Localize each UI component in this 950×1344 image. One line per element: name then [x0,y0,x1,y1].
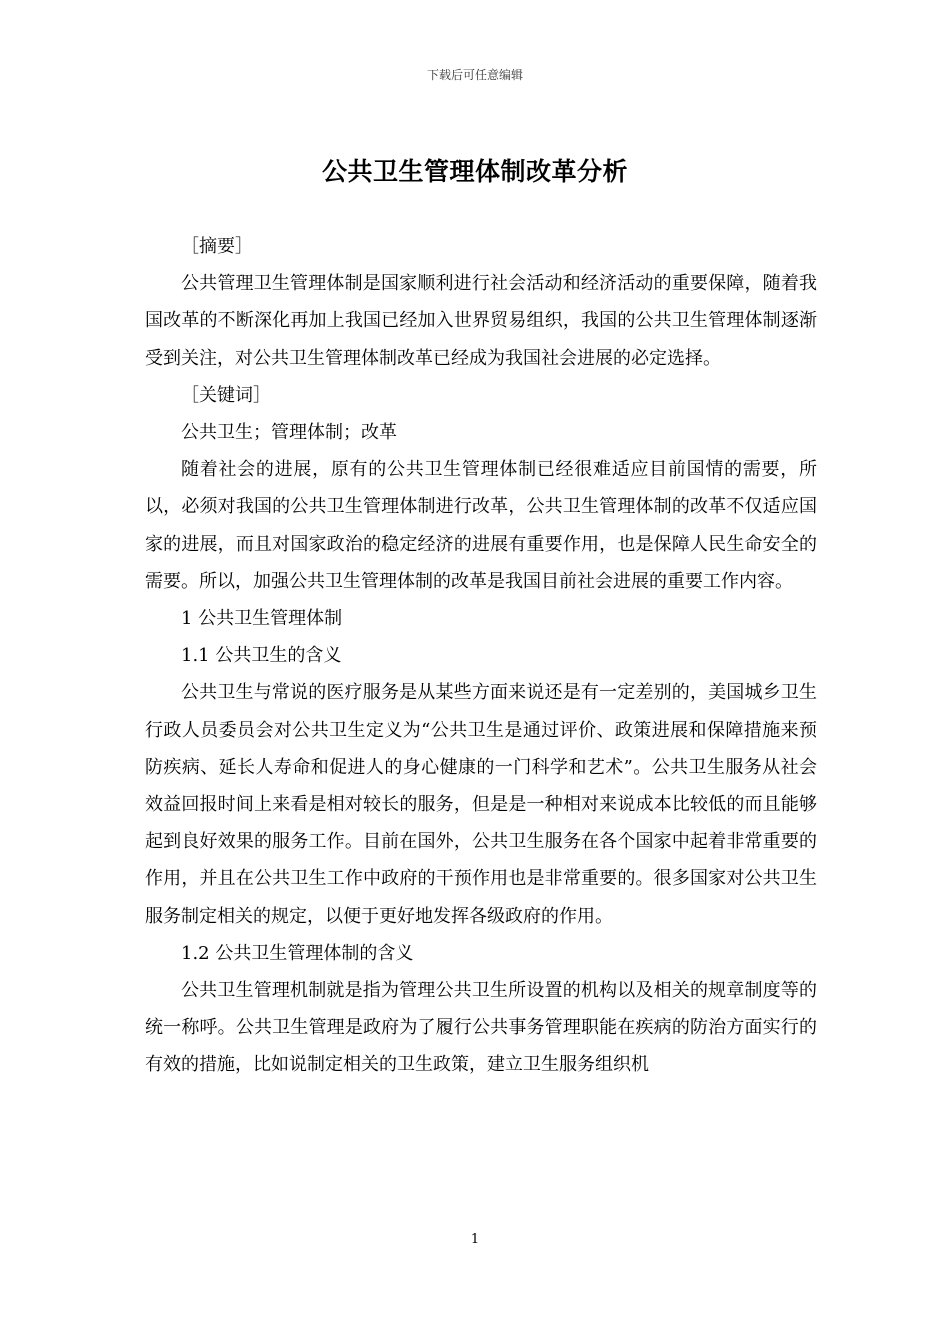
abstract-paragraph: 公共管理卫生管理体制是国家顺利进行社会活动和经济活动的重要保障，随着我国改革的不断深化再加上我国已经加入世界贸易组织，我国的公共卫生管理体制逐渐受到关注，对公共卫生管理体制改革已经成为我国社会进展的必定选择。 [145,273,817,369]
section-heading-1-2: 1.2 公共卫生管理体制的含义 [181,942,414,964]
keywords-text: 公共卫生；管理体制；改革 [181,422,397,444]
keywords-heading: ［关键词］ [181,384,271,406]
section-heading-1: 1 公共卫生管理体制 [181,608,343,630]
document-body [145,228,817,1084]
section-1-2-paragraph: 公共卫生管理机制就是指为管理公共卫生所设置的机构以及相关的规章制度等的统一称呼。公共卫生管理是政府为了履行公共事务管理职能在疾病的防治方面实行的有效的措施，比如说制定相关的卫生政策，建立卫生服务组织机 [145,980,817,1076]
page-number: 1 [470,1232,480,1247]
page-header-note: 下载后可任意编辑 [426,68,523,82]
abstract-heading: ［摘要］ [181,236,253,257]
section-heading-1-1: 1.1 公共卫生的含义 [181,645,342,667]
intro-paragraph: 随着社会的进展，原有的公共卫生管理体制已经很难适应目前国情的需要，所以，必须对我国的公共卫生管理体制进行改革，公共卫生管理体制的改革不仅适应国家的进展，而且对国家政治的稳定经济的进展有重要作用，也是保障人民生命安全的需要。所以，加强公共卫生管理体制的改革是我国目前社会进展的重要工作内容。 [145,459,817,592]
section-1-1-paragraph: 公共卫生与常说的医疗服务是从某些方面来说还是有一定差别的，美国城乡卫生行政人员委员会对公共卫生定义为“公共卫生是通过评价、政策进展和保障措施来预防疾病、延长人寿命和促进人的身心健康的一门科学和艺术”。公共卫生服务从社会效益回报时间上来看是相对较长的服务，但是是一种相对来说成本比较低的而且能够起到良好效果的服务工作。目前在国外，公共卫生服务在各个国家中起着非常重要的作用，并且在公共卫生工作中政府的干预作用也是非常重要的。很多国家对公共卫生服务制定相关的规定，以便于更好地发挥各级政府的作用。 [145,682,817,927]
document-title: 公共卫生管理体制改革分析 [321,157,628,186]
